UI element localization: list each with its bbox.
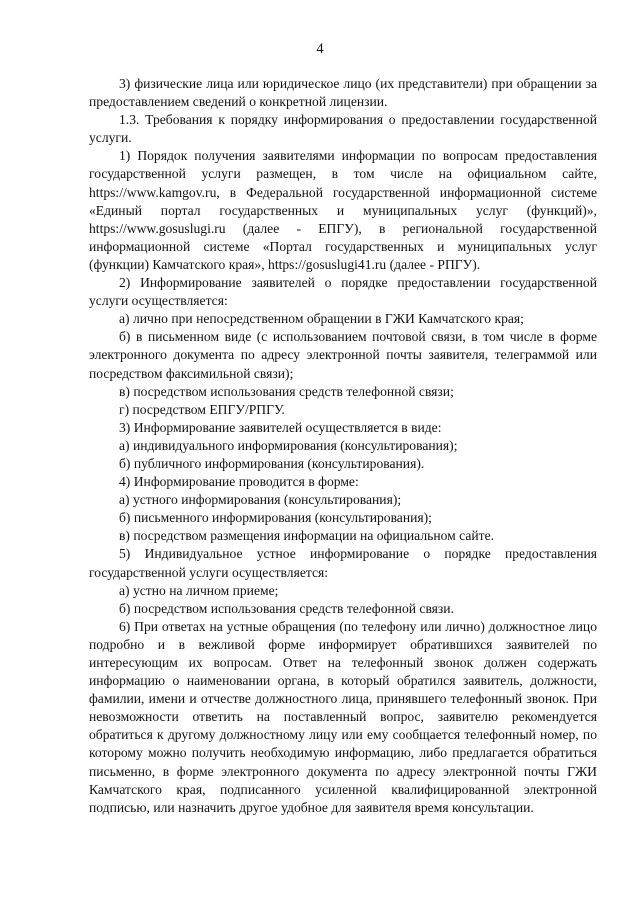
paragraph: 4) Информирование проводится в форме: <box>119 474 359 490</box>
list-item: б) публичного информирования (консультирования). <box>119 455 425 471</box>
list-item: в) посредством использования средств телефонной связи; <box>119 383 454 399</box>
document-body <box>89 75 597 817</box>
paragraph: 3) Информирование заявителей осуществляется в виде: <box>119 419 442 435</box>
list-item: а) индивидуального информирования (консультирования); <box>119 437 458 453</box>
paragraph: 5) Индивидуальное устное информирование о порядке предоставления государственной услуги осуществляется: <box>89 546 597 580</box>
list-item: б) письменного информирования (консультирования); <box>119 510 432 526</box>
list-item: б) посредством использования средств телефонной связи. <box>119 600 454 616</box>
section-heading: 1.3. Требования к порядку информирования о предоставлении государственной услуги. <box>89 112 597 146</box>
paragraph: 1) Порядок получения заявителями информации по вопросам предоставления государственной услуги размещен, в том числе на официальном сайте, https://www.kamgov.ru, в Федеральной государственной информационной системе «Единый портал государственных и муниципальных услуг (функций)», https://www.gosuslugi.ru (далее - ЕПГУ), в региональной государственной информационной системе «Портал государственных и муниципальных услуг (функции) Камчатского края», https://gosuslugi41.ru (далее - РПГУ). <box>89 148 597 272</box>
paragraph: 6) При ответах на устные обращения (по телефону или лично) должностное лицо подробно и в вежливой форме информирует обратившихся заявителей по интересующим их вопросам. Ответ на телефонный звонок должен содержать информацию о наименовании органа, в который обратился заявитель, должности, фамилии, имени и отчестве должностного лица, принявшего телефонный звонок. При невозможности ответить на поставленный вопрос, заявителю рекомендуется обратиться к другому должностному лицу или ему сообщается телефонный номер, по которому можно получить необходимую информацию, либо предлагается обратиться письменно, в форме электронного документа по адресу электронной почты ГЖИ Камчатского края, подписанного усиленной квалифицированной электронной подписью, или назначить другое удобное для заявителя время консультации. <box>89 618 597 815</box>
paragraph: 2) Информирование заявителей о порядке предоставлении государственной услуги осуществляется: <box>89 275 597 309</box>
list-item: г) посредством ЕПГУ/РПГУ. <box>119 401 285 417</box>
list-item: а) устного информирования (консультирования); <box>119 492 402 508</box>
list-item: а) устно на личном приеме; <box>119 582 279 598</box>
page-number: 4 <box>316 41 324 57</box>
list-item: в) посредством размещения информации на официальном сайте. <box>119 528 495 544</box>
list-item: а) лично при непосредственном обращении в ГЖИ Камчатского края; <box>119 311 524 327</box>
list-item: б) в письменном виде (с использованием почтовой связи, в том числе в форме электронного документа по адресу электронной почты заявителя, телеграммой или посредством факсимильной связи); <box>89 329 597 381</box>
paragraph: 3) физические лица или юридическое лицо (их представители) при обращении за предоставлением сведений о конкретной лицензии. <box>89 76 597 110</box>
